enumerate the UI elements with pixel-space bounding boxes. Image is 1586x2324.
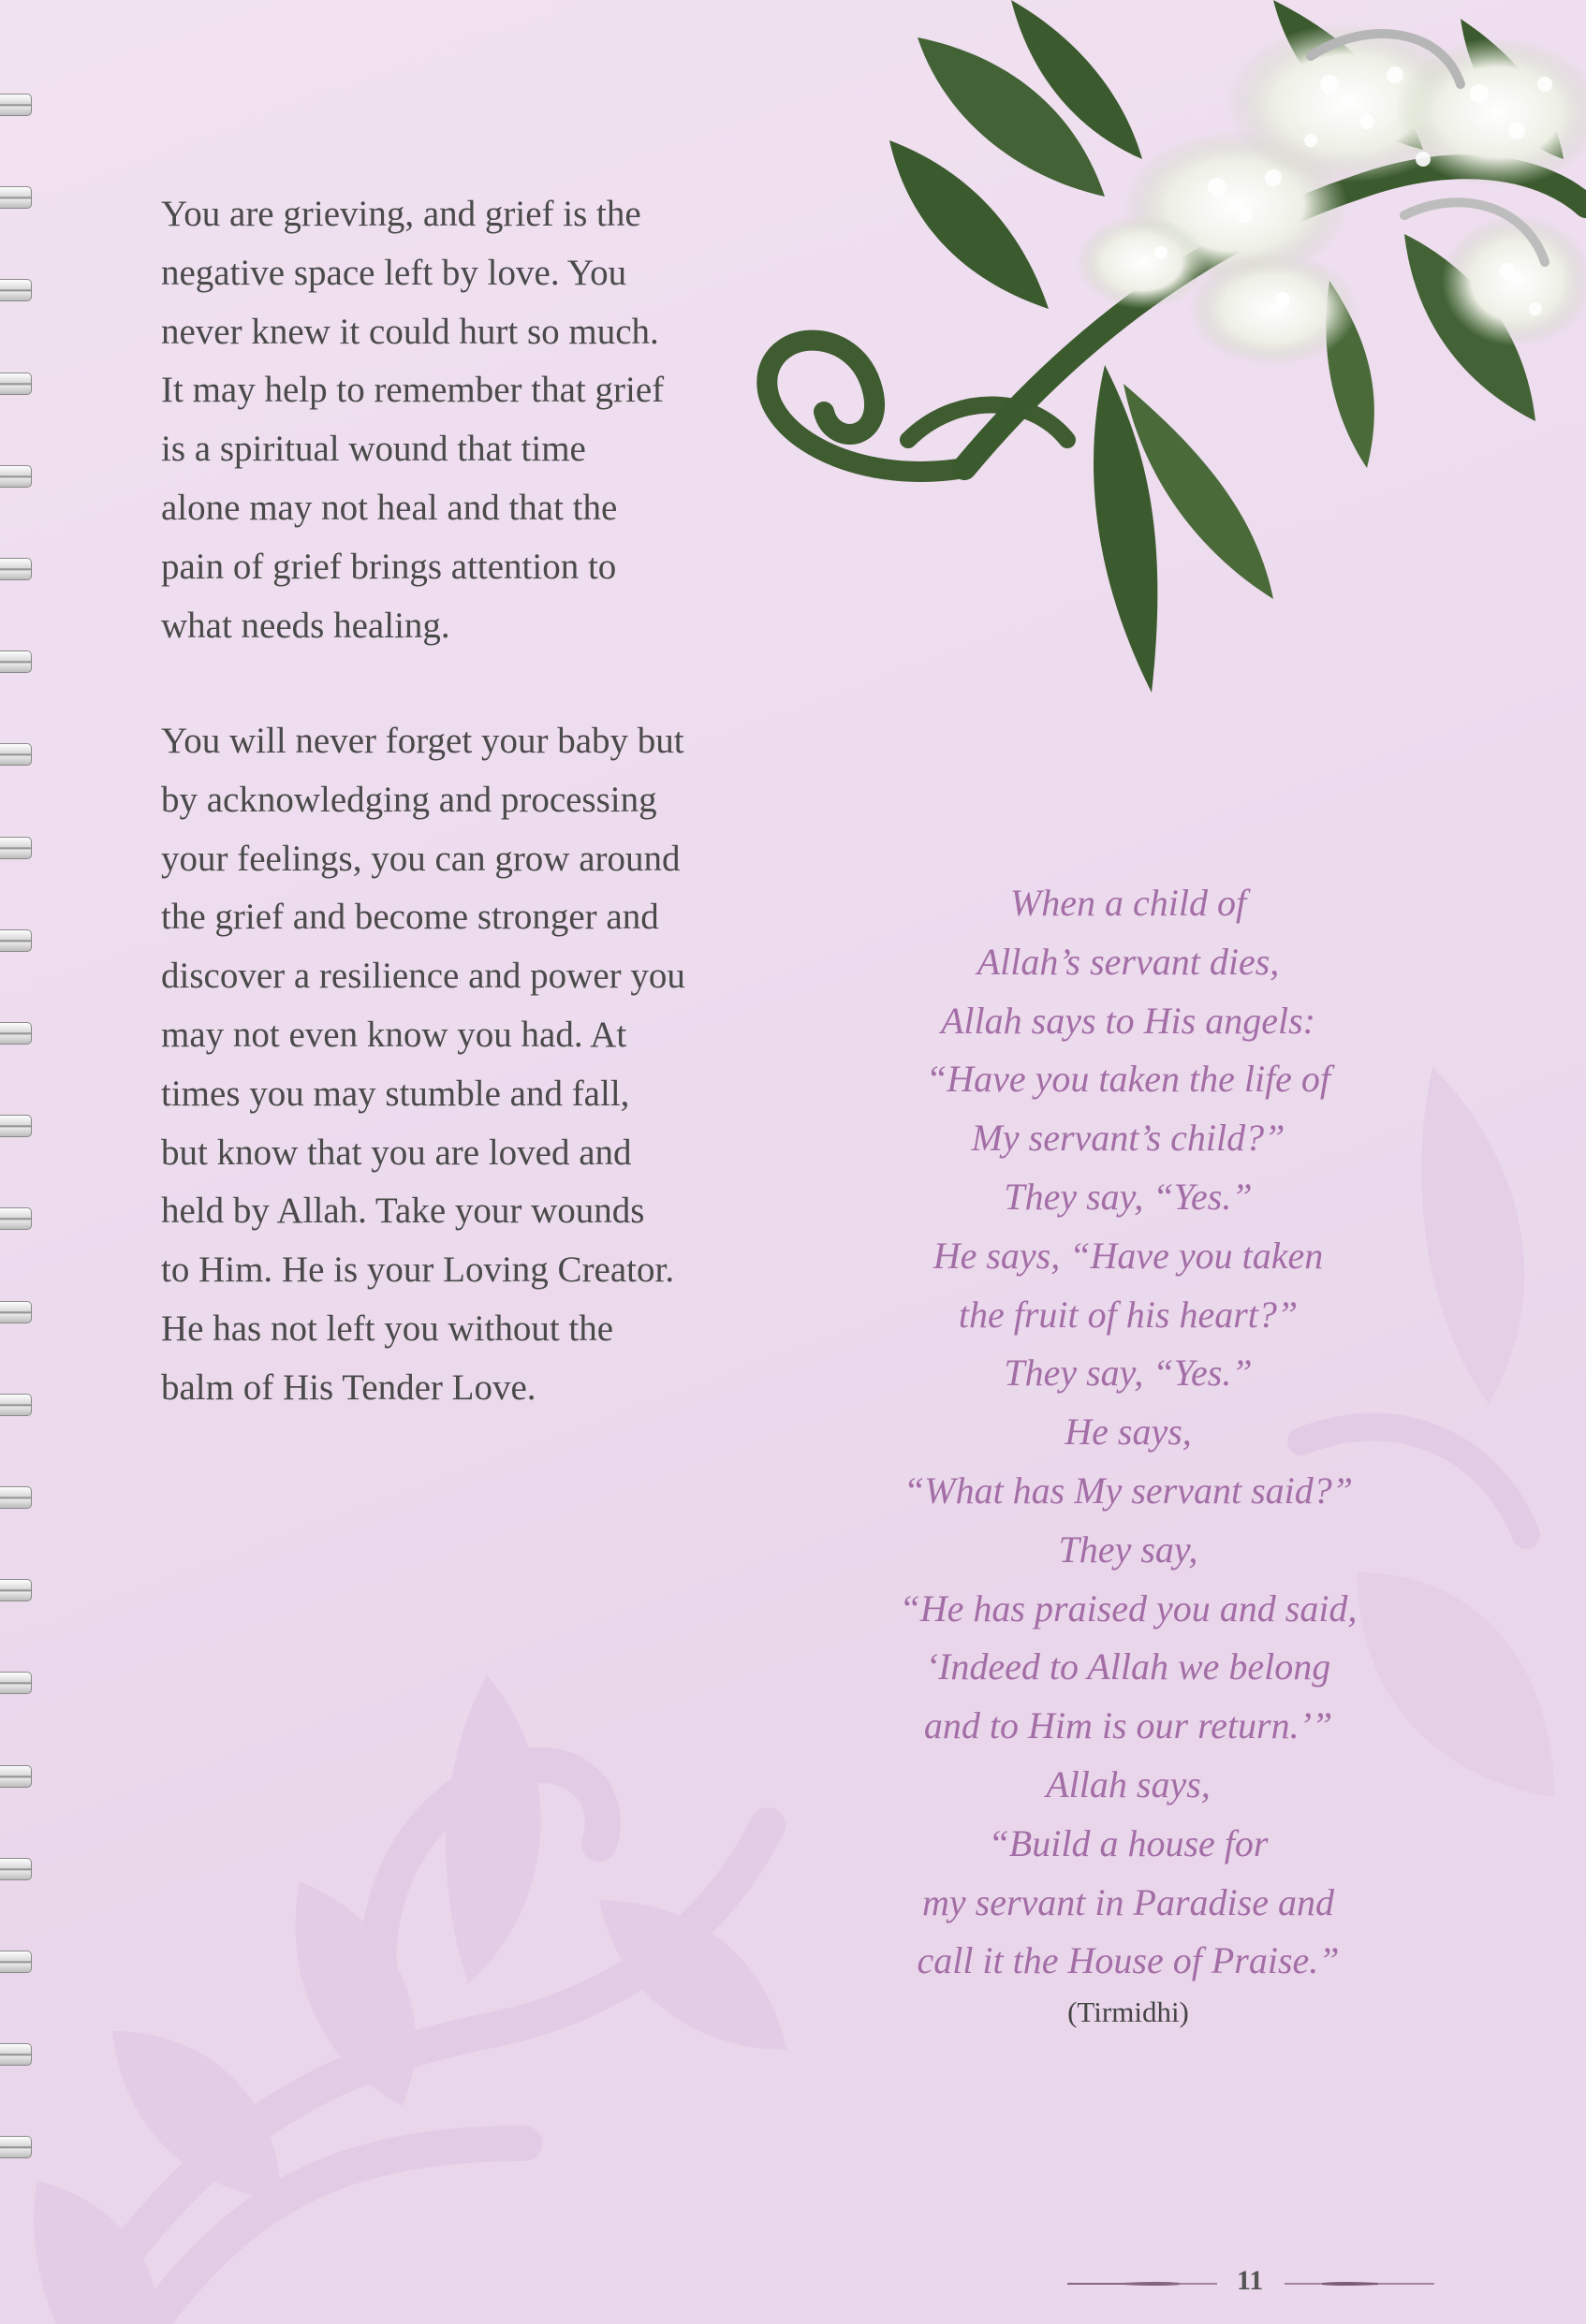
hadith-line: the fruit of his heart?” xyxy=(958,1293,1299,1336)
binding-ring-icon xyxy=(0,373,32,395)
body-text-line: but know that you are loved and xyxy=(161,1132,632,1173)
hadith-quote xyxy=(847,874,1409,1991)
hadith-line: He says, xyxy=(1065,1410,1192,1454)
body-text-line: is a spiritual wound that time xyxy=(161,429,586,470)
body-text-line: never knew it could hurt so much. xyxy=(161,311,659,352)
hadith-line: Allah’s servant dies, xyxy=(977,940,1280,983)
body-text-line: held by Allah. Take your wounds xyxy=(161,1191,645,1232)
body-text-line: He has not left you without the xyxy=(161,1308,614,1349)
binding-ring-icon xyxy=(0,650,32,673)
background-flourish-icon xyxy=(0,1544,889,2324)
body-text-line: It may help to remember that grief xyxy=(161,370,665,411)
binding-ring-icon xyxy=(0,837,32,859)
hadith-line: They say, “Yes.” xyxy=(1004,1175,1253,1218)
body-text-line: You are grieving, and grief is the xyxy=(161,194,641,234)
binding-ring-icon xyxy=(0,1301,32,1323)
floral-corner-ornament-icon xyxy=(749,0,1586,693)
page-number: 11 xyxy=(1236,2265,1264,2296)
page-rule-ornament-icon xyxy=(1285,2282,1434,2286)
hadith-line: and to Him is our return.’” xyxy=(923,1704,1333,1747)
binding-ring-icon xyxy=(0,558,32,580)
binding-ring-icon xyxy=(0,1115,32,1137)
body-text-line: by acknowledging and processing xyxy=(161,779,657,820)
body-text-line: pain of grief brings attention to xyxy=(161,546,617,587)
body-text-line: to Him. He is your Loving Creator. xyxy=(161,1250,675,1291)
body-text-line: may not even know you had. At xyxy=(161,1014,627,1055)
hadith-line: My servant’s child?” xyxy=(971,1117,1285,1160)
body-text-line: balm of His Tender Love. xyxy=(161,1367,536,1408)
body-text-line: your feelings, you can grow around xyxy=(161,838,681,879)
hadith-line: When a child of xyxy=(1009,882,1247,924)
body-text-line: times you may stumble and fall, xyxy=(161,1073,630,1114)
hadith-line: “Have you taken the life of xyxy=(925,1058,1331,1101)
binding-ring-icon xyxy=(0,186,32,209)
hadith-line: “He has praised you and said, xyxy=(899,1586,1358,1630)
binding-ring-icon xyxy=(0,279,32,301)
body-text-line: discover a resilience and power you xyxy=(161,956,685,997)
hadith-line: “What has My servant said?” xyxy=(903,1469,1353,1512)
hadith-line: They say, “Yes.” xyxy=(1004,1352,1253,1395)
hadith-line: He says, “Have you taken xyxy=(933,1234,1324,1277)
hadith-line: my servant in Paradise and xyxy=(922,1880,1334,1923)
binding-ring-icon xyxy=(0,929,32,952)
binding-ring-icon xyxy=(0,1394,32,1416)
binding-ring-icon xyxy=(0,1486,32,1509)
body-text-line: You will never forget your baby but xyxy=(161,721,684,761)
body-text-line: what needs healing. xyxy=(161,605,450,646)
binding-ring-icon xyxy=(0,94,32,116)
body-paragraph xyxy=(161,712,760,1418)
hadith-line: Allah says to His angels: xyxy=(941,999,1315,1042)
binding-ring-icon xyxy=(0,743,32,766)
body-text-line: negative space left by love. You xyxy=(161,252,627,293)
hadith-line: call it the House of Praise.” xyxy=(917,1939,1340,1982)
body-text-line: the grief and become stronger and xyxy=(161,897,659,938)
hadith-line: ‘Indeed to Allah we belong xyxy=(925,1645,1331,1688)
hadith-line: “Build a house for xyxy=(988,1821,1269,1864)
binding-ring-icon xyxy=(0,1022,32,1045)
hadith-source: (Tirmidhi) xyxy=(1067,1995,1189,2028)
hadith-line: Allah says, xyxy=(1046,1762,1211,1805)
body-text-line: alone may not heal and that the xyxy=(161,487,618,528)
body-paragraph xyxy=(161,185,760,655)
binding-ring-icon xyxy=(0,465,32,488)
binding-ring-icon xyxy=(0,1207,32,1230)
page-rule-ornament-icon xyxy=(1067,2282,1217,2286)
hadith-line: They say, xyxy=(1058,1527,1198,1571)
